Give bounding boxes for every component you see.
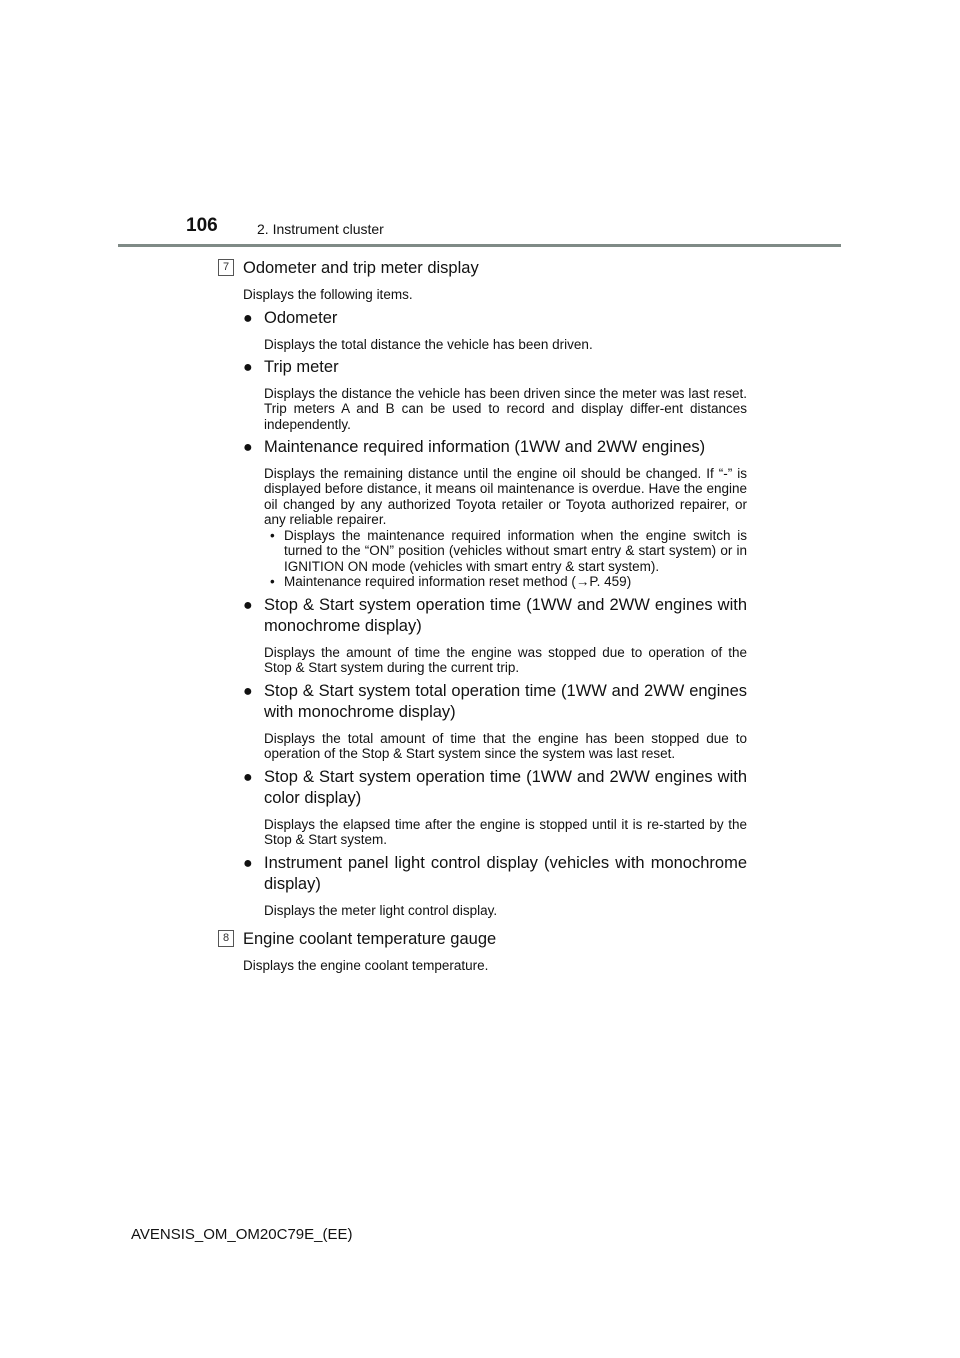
bullet-icon: ●	[243, 768, 253, 786]
header-rule	[118, 244, 841, 247]
item-title: Stop & Start system operation time (1WW and 2WW engines with monochrome display)	[264, 595, 747, 635]
item-title: Instrument panel light control display (vehicles with monochrome display)	[264, 853, 747, 893]
item-title: Odometer	[264, 309, 338, 327]
section-description: Displays the following items.	[243, 287, 413, 302]
sub-item-text: Maintenance required information reset method (→P. 459)	[284, 574, 632, 589]
bullet-icon: ●	[243, 854, 253, 872]
item-description-text: Displays the remaining distance until the engine oil should be changed. If “-” is displayed before distance, it means oil maintenance is overdue. Have the engine oil changed by any authorized Toyota retailer or Toyota authorized repairer, or any reliable repairer.	[264, 465, 747, 527]
item-description: Displays the distance the vehicle has been driven since the meter was last reset. Trip meters A and B can be used to record and display differ-ent distances independently.	[264, 385, 747, 432]
section-coolant-gauge	[217, 928, 747, 974]
bullet-icon: ●	[243, 359, 253, 376]
bullet-icon: ●	[243, 682, 253, 700]
sub-item-text: Displays the maintenance required information when the engine switch is turned to the “ON” position (vehicles without smart entry & start system) or in IGNITION ON mode (vehicles with smart entry & start system).	[284, 527, 747, 574]
page-content	[217, 253, 747, 974]
section-number-box: 8	[218, 930, 234, 947]
item-description: Displays the elapsed time after the engine is stopped until it is re-started by the Stop & Start system.	[264, 816, 747, 847]
bullet-icon: ●	[243, 596, 253, 614]
section-odometer	[217, 257, 747, 918]
page-number: 106	[186, 215, 218, 236]
item-description: Displays the meter light control display.	[264, 902, 498, 918]
list-item-stop-start-time-mono	[243, 595, 747, 676]
sub-item	[266, 574, 747, 590]
section-title: Engine coolant temperature gauge	[243, 930, 497, 948]
item-description: Displays the total distance the vehicle has been driven.	[264, 336, 593, 352]
section-description: Displays the engine coolant temperature.	[243, 958, 489, 973]
section-title: Odometer and trip meter display	[243, 259, 479, 277]
item-description: Displays the amount of time the engine was stopped due to operation of the Stop & Start system during the current trip.	[264, 644, 747, 675]
sub-item	[266, 528, 747, 575]
list-item-odometer	[243, 308, 747, 352]
bullet-icon: ●	[243, 439, 253, 456]
list-item-panel-light	[243, 853, 747, 919]
list-item-trip-meter	[243, 357, 747, 432]
item-title: Stop & Start system total operation time (1WW and 2WW engines with monochrome display)	[264, 681, 747, 721]
item-title: Stop & Start system operation time (1WW and 2WW engines with color display)	[264, 767, 747, 807]
list-item-stop-start-time-color	[243, 767, 747, 848]
item-title: Maintenance required information (1WW and 2WW engines)	[264, 438, 706, 456]
item-title: Trip meter	[264, 358, 339, 376]
item-description: Displays the total amount of time that the engine has been stopped due to operation of the Stop & Start system since the system was last reset.	[264, 730, 747, 761]
list-item-maintenance	[243, 437, 747, 590]
list-item-stop-start-total-mono	[243, 681, 747, 762]
sub-bullet-icon: •	[270, 574, 275, 589]
document-code: AVENSIS_OM_OM20C79E_(EE)	[131, 1226, 353, 1243]
section-number-box: 7	[218, 259, 234, 276]
chapter-title: 2. Instrument cluster	[257, 221, 384, 237]
item-description	[264, 466, 747, 590]
bullet-icon: ●	[243, 310, 253, 327]
sub-bullet-icon: •	[270, 527, 275, 543]
